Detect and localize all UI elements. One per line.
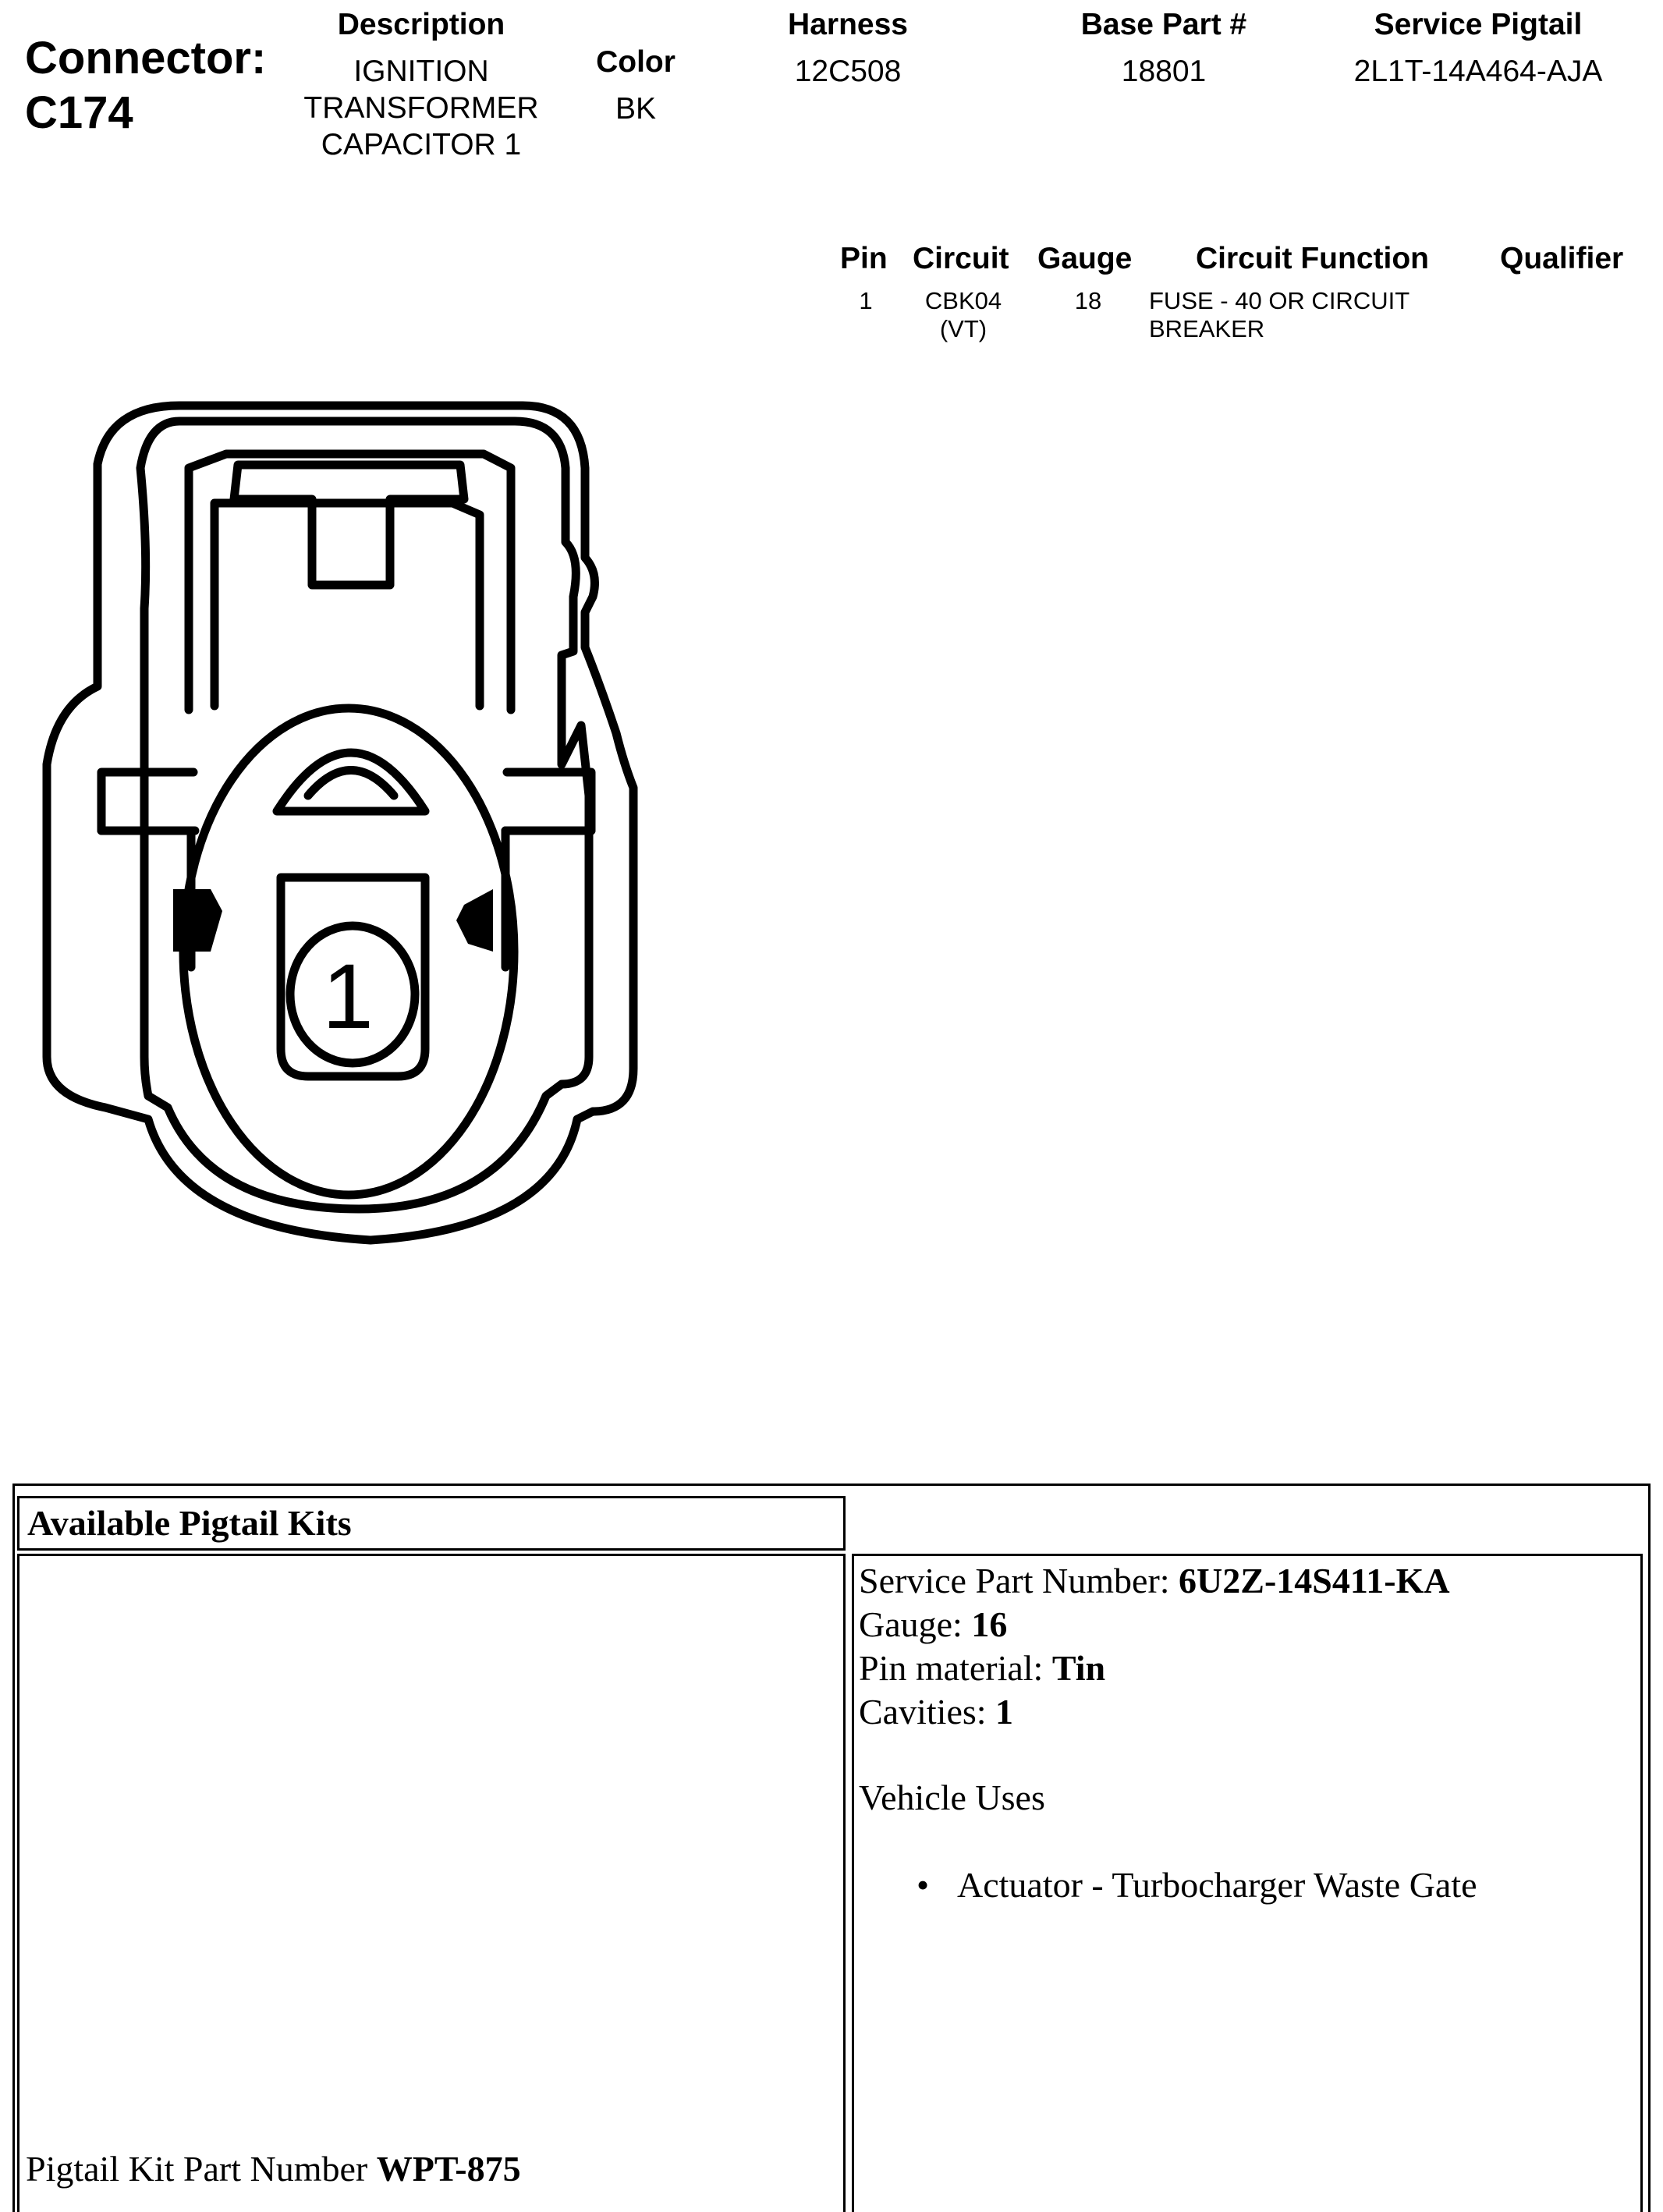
gauge-number: 16 [971, 1604, 1008, 1644]
circuit-function-line: BREAKER [1149, 315, 1265, 342]
pin-material-value: Tin [1051, 1648, 1106, 1688]
circuit-function-column-header: Circuit Function [1196, 242, 1429, 275]
vehicle-uses-label: Vehicle Uses [859, 1778, 1045, 1817]
pigtail-kit-label: Pigtail Kit Part Number [26, 2149, 377, 2189]
description-header: Description [337, 8, 505, 41]
pigtail-heading: Available Pigtail Kits [27, 1503, 352, 1543]
connector-shell [47, 406, 633, 1240]
connector-face-diagram [0, 390, 671, 1279]
right-wedge [456, 889, 493, 952]
circuit-function-value [1149, 287, 1409, 343]
gauge-column-header: Gauge [1037, 242, 1133, 275]
circuit-color: (VT) [939, 315, 988, 342]
pigtail-kit-box [17, 1554, 846, 2212]
circuit-column-header: Circuit [913, 242, 1009, 275]
gauge-label: Gauge: [859, 1604, 972, 1644]
connector-title [25, 31, 266, 140]
service-part-label: Service Part Number: [859, 1561, 1179, 1601]
right-flange-post [505, 831, 591, 967]
description-line: TRANSFORMER [303, 91, 539, 125]
service-pigtail-value: 2L1T-14A464-AJA [1353, 55, 1603, 88]
harness-value: 12C508 [794, 55, 902, 88]
pin-material-label: Pin material: [859, 1648, 1052, 1688]
pigtail-details [859, 1559, 1477, 1907]
description-line: IGNITION [353, 55, 489, 88]
connector-label: Connector: [25, 33, 267, 83]
service-part-value: 6U2Z-14S411-KA [1179, 1561, 1450, 1601]
gauge-line [859, 1603, 1477, 1647]
latch-slot [215, 503, 480, 706]
latch-notch [234, 465, 464, 585]
cavities-label: Cavities: [859, 1692, 996, 1732]
pin-number: 1 [859, 287, 873, 314]
cavities-line [859, 1690, 1477, 1734]
color-value: BK [615, 92, 657, 126]
pin-material-line [859, 1647, 1477, 1690]
circuit-function-line: FUSE - 40 OR CIRCUIT [1149, 287, 1410, 314]
service-pigtail-header: Service Pigtail [1374, 8, 1583, 41]
circuit-value [905, 287, 1022, 343]
pigtail-detail-box [852, 1554, 1643, 2212]
pigtail-kit-number: WPT-875 [376, 2149, 521, 2189]
connector-id: C174 [25, 87, 133, 138]
left-wedge [173, 889, 222, 952]
description-value [265, 53, 577, 163]
harness-header: Harness [788, 8, 908, 41]
base-part-header: Base Part # [1080, 8, 1247, 41]
qualifier-column-header: Qualifier [1500, 242, 1624, 275]
pin-column-header: Pin [840, 242, 888, 275]
pigtail-kit-line [26, 2147, 521, 2191]
circuit-code: CBK04 [924, 287, 1002, 314]
cavities-value: 1 [995, 1692, 1014, 1732]
keying-dome [277, 753, 425, 811]
list-item: • Actuator - Turbocharger Waste Gate [917, 1863, 1477, 1907]
base-part-value: 18801 [1121, 55, 1207, 88]
right-flange [505, 772, 591, 831]
color-header: Color [596, 45, 675, 79]
pin-label: 1 [322, 945, 374, 1048]
pigtail-heading-box [17, 1496, 846, 1551]
service-part-line [859, 1559, 1477, 1603]
gauge-value: 18 [1074, 287, 1102, 314]
description-line: CAPACITOR 1 [321, 128, 522, 161]
keying-dome-inner [308, 771, 394, 796]
vehicle-uses-list [917, 1863, 1477, 1907]
